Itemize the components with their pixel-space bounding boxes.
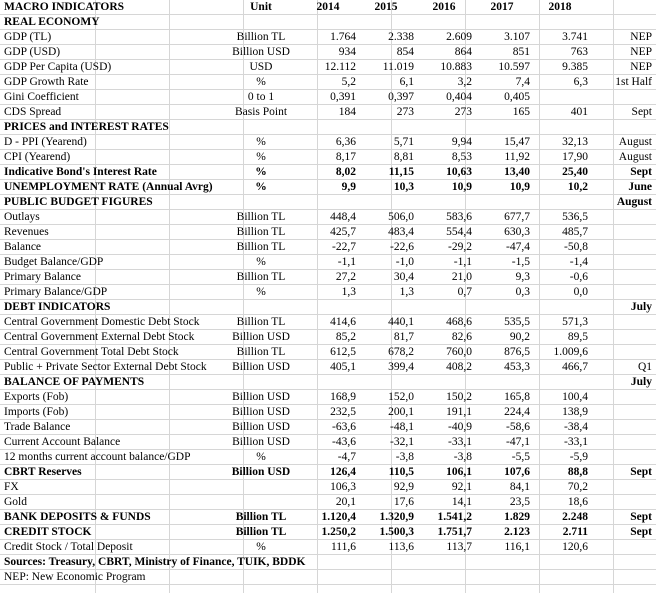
value-cell-2016[interactable]: 1.751,7 (437, 526, 472, 538)
value-cell-2017[interactable]: 23,5 (509, 496, 530, 508)
value-cell-2017[interactable]: 10.597 (498, 61, 530, 73)
row-label[interactable]: D - PPI (Yearend) (4, 136, 87, 148)
value-cell-2014[interactable]: 425,7 (330, 226, 356, 238)
value-cell-2015[interactable]: 506,0 (388, 211, 414, 223)
row-label[interactable]: Public + Private Sector External Debt Stock (4, 361, 207, 373)
row-unit[interactable]: Billion TL (236, 316, 286, 328)
table-row (0, 540, 656, 555)
value-cell-2015[interactable]: 399,4 (388, 361, 414, 373)
table-row (0, 165, 656, 180)
value-cell-2014[interactable]: 126,4 (330, 466, 356, 478)
value-cell-2015[interactable]: 152,0 (388, 391, 414, 403)
value-cell-2018[interactable]: 17,90 (562, 151, 588, 163)
value-cell-2018[interactable]: -0,6 (569, 271, 588, 283)
row-label[interactable]: BALANCE OF PAYMENTS (4, 376, 145, 388)
value-cell-2015[interactable]: 110,5 (388, 466, 414, 478)
value-cell-2017[interactable]: 876,5 (504, 346, 530, 358)
value-cell-2017[interactable]: 3.107 (504, 31, 530, 43)
row-label[interactable]: Outlays (4, 211, 40, 223)
value-cell-2018[interactable]: 9.385 (562, 61, 588, 73)
value-cell-2015[interactable]: 678,2 (388, 346, 414, 358)
row-label[interactable]: UNEMPLOYMENT RATE (Annual Avrg) (4, 181, 213, 193)
table-row (0, 450, 656, 465)
value-cell-2018[interactable]: 485,7 (562, 226, 588, 238)
header-year-2015: 2015 (374, 1, 398, 13)
row-unit[interactable]: Billion USD (231, 466, 291, 478)
value-cell-2016[interactable]: 583,6 (446, 211, 472, 223)
row-label[interactable]: Primary Balance/GDP (4, 286, 108, 298)
row-note[interactable]: 1st Half (615, 76, 652, 88)
row-label[interactable]: GDP Per Capita (USD) (4, 61, 112, 73)
value-cell-2017[interactable]: 165 (512, 106, 530, 118)
row-unit[interactable]: Billion USD (232, 46, 290, 58)
row-label[interactable]: Credit Stock / Total Deposit (4, 541, 133, 553)
value-cell-2015[interactable]: 81,7 (393, 331, 414, 343)
row-unit[interactable]: Billion TL (236, 271, 286, 283)
table-row (0, 300, 656, 315)
row-unit[interactable]: Billion TL (235, 511, 287, 523)
value-cell-2015[interactable]: 30,4 (393, 271, 414, 283)
row-label[interactable]: DEBT INDICATORS (4, 301, 111, 313)
value-cell-2018[interactable]: 88,8 (567, 466, 588, 478)
value-cell-2018[interactable]: 2.711 (562, 526, 588, 538)
value-cell-2018[interactable]: -38,4 (564, 421, 588, 433)
row-note[interactable]: Sept (631, 106, 652, 118)
header-year-2018: 2018 (548, 1, 572, 13)
value-cell-2015[interactable]: 854 (396, 46, 414, 58)
row-note[interactable]: Sept (630, 511, 652, 523)
header-year-2017: 2017 (490, 1, 514, 13)
value-cell-2015[interactable]: 6,1 (399, 76, 414, 88)
table-row (0, 465, 656, 480)
value-cell-2016[interactable]: 2.609 (446, 31, 472, 43)
value-cell-2018[interactable]: 100,4 (562, 391, 588, 403)
row-note[interactable]: August (618, 136, 652, 148)
row-unit[interactable]: Billion USD (232, 361, 290, 373)
value-cell-2015[interactable]: 1,3 (399, 286, 414, 298)
value-cell-2015[interactable]: 5,71 (393, 136, 414, 148)
table-row (0, 285, 656, 300)
row-note[interactable]: July (630, 376, 652, 388)
value-cell-2016[interactable]: 10,63 (446, 166, 472, 178)
table-row (0, 195, 656, 210)
value-cell-2017[interactable]: 15,47 (504, 136, 530, 148)
row-label[interactable]: CDS Spread (4, 106, 62, 118)
value-cell-2016[interactable]: -3,8 (453, 451, 472, 463)
value-cell-2014[interactable]: 9,9 (341, 181, 356, 193)
value-cell-2017[interactable]: 1.829 (504, 511, 530, 523)
row-note[interactable]: NEP (630, 61, 652, 73)
value-cell-2015[interactable]: 11.019 (382, 61, 414, 73)
header-year-2016: 2016 (432, 1, 456, 13)
value-cell-2016[interactable]: 9,94 (451, 136, 472, 148)
row-note[interactable]: June (628, 181, 652, 193)
value-cell-2017[interactable]: 630,3 (504, 226, 530, 238)
value-cell-2015[interactable]: -3,8 (395, 451, 414, 463)
value-cell-2016[interactable]: -29,2 (448, 241, 472, 253)
value-cell-2016[interactable]: 554,4 (446, 226, 472, 238)
value-cell-2018[interactable]: 6,3 (573, 76, 588, 88)
row-label[interactable]: GDP Growth Rate (4, 76, 89, 88)
value-cell-2014[interactable]: 1.764 (330, 31, 356, 43)
value-cell-2018[interactable]: 120,6 (562, 541, 588, 553)
value-cell-2016[interactable]: 10.883 (440, 61, 472, 73)
row-label[interactable]: CPI (Yearend) (4, 151, 71, 163)
value-cell-2015[interactable]: 440,1 (388, 316, 414, 328)
value-cell-2014[interactable]: -4,7 (337, 451, 356, 463)
value-cell-2016[interactable]: 82,6 (451, 331, 472, 343)
row-label[interactable]: Trade Balance (4, 421, 71, 433)
row-note[interactable]: Sept (630, 526, 652, 538)
row-unit[interactable]: Billion USD (232, 391, 290, 403)
table-row (0, 420, 656, 435)
value-cell-2015[interactable]: 113,6 (388, 541, 414, 553)
row-label[interactable]: CBRT Reserves (4, 466, 82, 478)
table-row (0, 150, 656, 165)
value-cell-2018[interactable]: -33,1 (564, 436, 588, 448)
table-row (0, 210, 656, 225)
table-row (0, 270, 656, 285)
table-row (0, 390, 656, 405)
row-label[interactable]: Balance (4, 241, 42, 253)
value-cell-2015[interactable]: -48,1 (390, 421, 414, 433)
value-cell-2014[interactable]: -43,6 (332, 436, 356, 448)
value-cell-2018[interactable]: 25,40 (562, 166, 588, 178)
value-cell-2018[interactable]: 0,0 (573, 286, 588, 298)
table-row (0, 180, 656, 195)
row-unit[interactable]: Billion USD (232, 436, 290, 448)
row-unit[interactable]: % (256, 151, 266, 163)
value-cell-2014[interactable]: 106,3 (330, 481, 356, 493)
table-row (0, 375, 656, 390)
value-cell-2018[interactable]: -1,4 (569, 256, 588, 268)
value-cell-2017[interactable]: 107,6 (504, 466, 530, 478)
value-cell-2014[interactable]: 934 (338, 46, 356, 58)
row-note[interactable]: August (616, 196, 652, 208)
row-unit[interactable]: Billion TL (235, 526, 287, 538)
value-cell-2016[interactable]: 468,6 (446, 316, 472, 328)
table-row (0, 225, 656, 240)
value-cell-2018[interactable]: 763 (570, 46, 588, 58)
value-cell-2018[interactable]: -50,8 (564, 241, 588, 253)
row-unit[interactable]: USD (249, 61, 273, 73)
row-label[interactable]: PUBLIC BUDGET FIGURES (4, 196, 153, 208)
value-cell-2017[interactable]: 116,1 (504, 541, 530, 553)
value-cell-2018[interactable]: 18,6 (567, 496, 588, 508)
value-cell-2017[interactable]: 224,4 (504, 406, 530, 418)
value-cell-2014[interactable]: 12.112 (324, 61, 356, 73)
row-label[interactable]: Gold (4, 496, 27, 508)
value-cell-2016[interactable]: 0,404 (446, 91, 472, 103)
value-cell-2014[interactable]: -22,7 (332, 241, 356, 253)
table-row (0, 60, 656, 75)
value-cell-2014[interactable]: -63,6 (332, 421, 356, 433)
value-cell-2017[interactable]: 90,2 (509, 331, 530, 343)
row-unit[interactable]: % (256, 76, 266, 88)
row-unit[interactable]: Billion USD (232, 421, 290, 433)
value-cell-2015[interactable]: 11,15 (388, 166, 414, 178)
value-cell-2017[interactable]: 10,9 (509, 181, 530, 193)
row-unit[interactable]: Billion TL (236, 31, 286, 43)
value-cell-2018[interactable]: 466,7 (562, 361, 588, 373)
value-cell-2017[interactable]: 2.123 (504, 526, 530, 538)
value-cell-2018[interactable] (532, 90, 588, 105)
row-note[interactable]: July (630, 301, 652, 313)
table-row (0, 435, 656, 450)
value-cell-2016[interactable]: -33,1 (448, 436, 472, 448)
value-cell-2014[interactable]: 405,1 (330, 361, 356, 373)
value-cell-2014[interactable]: 20,1 (335, 496, 356, 508)
value-cell-2016[interactable]: 8,53 (451, 151, 472, 163)
table-row (0, 480, 656, 495)
table-row (0, 135, 656, 150)
value-cell-2016[interactable]: 273 (454, 106, 472, 118)
value-cell-2018[interactable]: 32,13 (562, 136, 588, 148)
value-cell-2015[interactable]: 2.338 (388, 31, 414, 43)
row-note[interactable]: Q1 (637, 361, 652, 373)
table-row (0, 345, 656, 360)
value-cell-2016[interactable]: -1,1 (453, 256, 472, 268)
row-unit[interactable]: % (256, 136, 266, 148)
value-cell-2014[interactable]: 1,3 (341, 286, 356, 298)
row-unit[interactable]: 0 to 1 (247, 91, 275, 103)
value-cell-2016[interactable]: -40,9 (448, 421, 472, 433)
table-row (0, 330, 656, 345)
row-label[interactable]: Central Government External Debt Stock (4, 331, 195, 343)
value-cell-2017[interactable]: 453,3 (504, 361, 530, 373)
value-cell-2014[interactable]: 232,5 (330, 406, 356, 418)
value-cell-2018[interactable]: 3.741 (562, 31, 588, 43)
row-unit[interactable]: % (256, 451, 266, 463)
value-cell-2015[interactable]: 1.320,9 (379, 511, 414, 523)
row-label[interactable]: Budget Balance/GDP (4, 256, 104, 268)
table-row (0, 405, 656, 420)
table-row (0, 510, 656, 525)
value-cell-2016[interactable]: 92,1 (451, 481, 472, 493)
value-cell-2015[interactable]: -22,6 (390, 241, 414, 253)
row-note[interactable]: August (618, 151, 652, 163)
row-unit[interactable]: Billion TL (236, 346, 286, 358)
value-cell-2014[interactable]: 85,2 (335, 331, 356, 343)
value-cell-2016[interactable]: 1.541,2 (437, 511, 472, 523)
table-row (0, 255, 656, 270)
row-unit[interactable]: Billion USD (232, 331, 290, 343)
row-label[interactable]: CREDIT STOCK (4, 526, 92, 538)
table-row (0, 90, 656, 105)
table-row (0, 30, 656, 45)
value-cell-2017[interactable]: 9,3 (515, 271, 530, 283)
value-cell-2018[interactable]: 536,5 (562, 211, 588, 223)
value-cell-2014[interactable]: 184 (338, 106, 356, 118)
row-label[interactable]: NEP: New Economic Program (4, 571, 146, 583)
value-cell-2017[interactable]: 165,8 (504, 391, 530, 403)
table-row (0, 360, 656, 375)
value-cell-2017[interactable]: -5,5 (511, 451, 530, 463)
row-unit[interactable]: Basis Point (234, 106, 288, 118)
value-cell-2014[interactable]: 1.120,4 (321, 511, 356, 523)
row-unit[interactable]: % (256, 256, 266, 268)
table-row (0, 525, 656, 540)
value-cell-2016[interactable]: 408,2 (446, 361, 472, 373)
value-cell-2014[interactable]: 168,9 (330, 391, 356, 403)
value-cell-2014[interactable]: -1,1 (337, 256, 356, 268)
row-unit[interactable]: % (256, 286, 266, 298)
row-label[interactable]: BANK DEPOSITS & FUNDS (4, 511, 151, 523)
value-cell-2014[interactable]: 448,4 (330, 211, 356, 223)
table-row (0, 315, 656, 330)
value-cell-2014[interactable]: 0,391 (330, 91, 356, 103)
table-row (0, 75, 656, 90)
value-cell-2016[interactable]: 113,7 (446, 541, 472, 553)
row-unit[interactable]: Billion TL (236, 226, 286, 238)
value-cell-2014[interactable]: 6,36 (335, 136, 356, 148)
value-cell-2014[interactable]: 1.250,2 (321, 526, 356, 538)
value-cell-2014[interactable]: 8,02 (335, 166, 356, 178)
value-cell-2016[interactable]: 106,1 (446, 466, 472, 478)
row-label[interactable]: GDP (TL) (4, 31, 52, 43)
table-row (0, 45, 656, 60)
value-cell-2018[interactable]: 70,2 (567, 481, 588, 493)
value-cell-2016[interactable]: 864 (454, 46, 472, 58)
row-label[interactable]: Central Government Domestic Debt Stock (4, 316, 200, 328)
row-label[interactable]: Central Government Total Debt Stock (4, 346, 179, 358)
value-cell-2015[interactable]: 17,6 (393, 496, 414, 508)
value-cell-2017[interactable]: 0,405 (504, 91, 530, 103)
table-row (0, 105, 656, 120)
row-label[interactable]: Gini Coefficient (4, 91, 79, 103)
row-label[interactable]: Exports (Fob) (4, 391, 69, 403)
value-cell-2018[interactable]: 10,2 (567, 181, 588, 193)
header-unit: Unit (250, 1, 272, 13)
value-cell-2015[interactable]: 483,4 (388, 226, 414, 238)
value-cell-2015[interactable]: 10,3 (393, 181, 414, 193)
table-row (0, 555, 656, 570)
value-cell-2017[interactable]: 851 (512, 46, 530, 58)
value-cell-2015[interactable]: 92,9 (393, 481, 414, 493)
value-cell-2018[interactable]: 138,9 (562, 406, 588, 418)
value-cell-2016[interactable]: 21,0 (451, 271, 472, 283)
row-label[interactable]: Primary Balance (4, 271, 81, 283)
value-cell-2017[interactable]: -1,5 (511, 256, 530, 268)
row-unit[interactable]: Billion TL (236, 211, 286, 223)
row-unit[interactable]: Billion USD (232, 406, 290, 418)
table-row (0, 120, 656, 135)
value-cell-2018[interactable]: -5,9 (569, 451, 588, 463)
value-cell-2015[interactable]: 0,397 (388, 91, 414, 103)
value-cell-2014[interactable]: 612,5 (330, 346, 356, 358)
row-label[interactable]: Current Account Balance (4, 436, 121, 448)
row-label[interactable]: Imports (Fob) (4, 406, 69, 418)
table-row (0, 15, 656, 30)
row-label[interactable]: Indicative Bond's Interest Rate (4, 166, 157, 178)
row-note[interactable]: NEP (630, 31, 652, 43)
value-cell-2017[interactable]: -47,4 (506, 241, 530, 253)
value-cell-2017[interactable]: -58,6 (506, 421, 530, 433)
value-cell-2016[interactable]: 150,2 (446, 391, 472, 403)
row-unit[interactable]: % (256, 541, 266, 553)
header-year-2014: 2014 (316, 1, 340, 13)
value-cell-2016[interactable]: 0,7 (457, 286, 472, 298)
value-cell-2017[interactable]: 13,40 (504, 166, 530, 178)
row-unit[interactable]: Billion TL (236, 241, 286, 253)
row-label[interactable]: FX (4, 481, 19, 493)
row-note[interactable]: Sept (630, 466, 652, 478)
value-cell-2014[interactable]: 5,2 (341, 76, 356, 88)
value-cell-2017[interactable]: 677,7 (504, 211, 530, 223)
row-unit[interactable]: % (255, 181, 267, 193)
value-cell-2014[interactable]: 111,6 (330, 541, 356, 553)
value-cell-2014[interactable]: 27,2 (335, 271, 356, 283)
value-cell-2016[interactable]: 14,1 (451, 496, 472, 508)
table-row (0, 570, 656, 585)
header-label: MACRO INDICATORS (4, 1, 125, 13)
value-cell-2017[interactable]: 0,3 (515, 286, 530, 298)
row-label[interactable]: Revenues (4, 226, 49, 238)
value-cell-2018[interactable]: 1.009,6 (553, 346, 588, 358)
value-cell-2016[interactable]: 3,2 (457, 76, 472, 88)
table-row (0, 495, 656, 510)
value-cell-2018[interactable]: 571,3 (562, 316, 588, 328)
value-cell-2017[interactable]: 11,92 (504, 151, 530, 163)
value-cell-2018[interactable]: 2.248 (562, 511, 588, 523)
value-cell-2016[interactable]: 191,1 (446, 406, 472, 418)
row-label[interactable]: 12 months current account balance/GDP (4, 451, 191, 463)
row-label[interactable]: Sources: Treasury, CBRT, Ministry of Finance, TUIK, BDDK (4, 556, 306, 568)
value-cell-2014[interactable]: 8,17 (335, 151, 356, 163)
value-cell-2014[interactable]: 414,6 (330, 316, 356, 328)
value-cell-2015[interactable]: 1.500,3 (379, 526, 414, 538)
value-cell-2016[interactable]: 10,9 (451, 181, 472, 193)
row-note[interactable]: NEP (630, 46, 652, 58)
table-row (0, 240, 656, 255)
row-label[interactable]: REAL ECONOMY (4, 16, 100, 28)
value-cell-2016[interactable]: 760,0 (446, 346, 472, 358)
row-label[interactable]: PRICES and INTEREST RATES (4, 121, 169, 133)
value-cell-2015[interactable]: 8,81 (393, 151, 414, 163)
value-cell-2017[interactable]: 84,1 (509, 481, 530, 493)
value-cell-2018[interactable]: 401 (570, 106, 588, 118)
value-cell-2017[interactable]: 7,4 (515, 76, 530, 88)
value-cell-2015[interactable]: -1,0 (395, 256, 414, 268)
header-row (0, 0, 656, 15)
value-cell-2018[interactable]: 89,5 (567, 331, 588, 343)
row-note[interactable]: Sept (630, 166, 652, 178)
row-label[interactable]: GDP (USD) (4, 46, 61, 58)
row-unit[interactable]: % (255, 166, 267, 178)
value-cell-2017[interactable]: -47,1 (506, 436, 530, 448)
value-cell-2015[interactable]: 273 (396, 106, 414, 118)
value-cell-2015[interactable]: 200,1 (388, 406, 414, 418)
value-cell-2015[interactable]: -32,1 (390, 436, 414, 448)
value-cell-2017[interactable]: 535,5 (504, 316, 530, 328)
